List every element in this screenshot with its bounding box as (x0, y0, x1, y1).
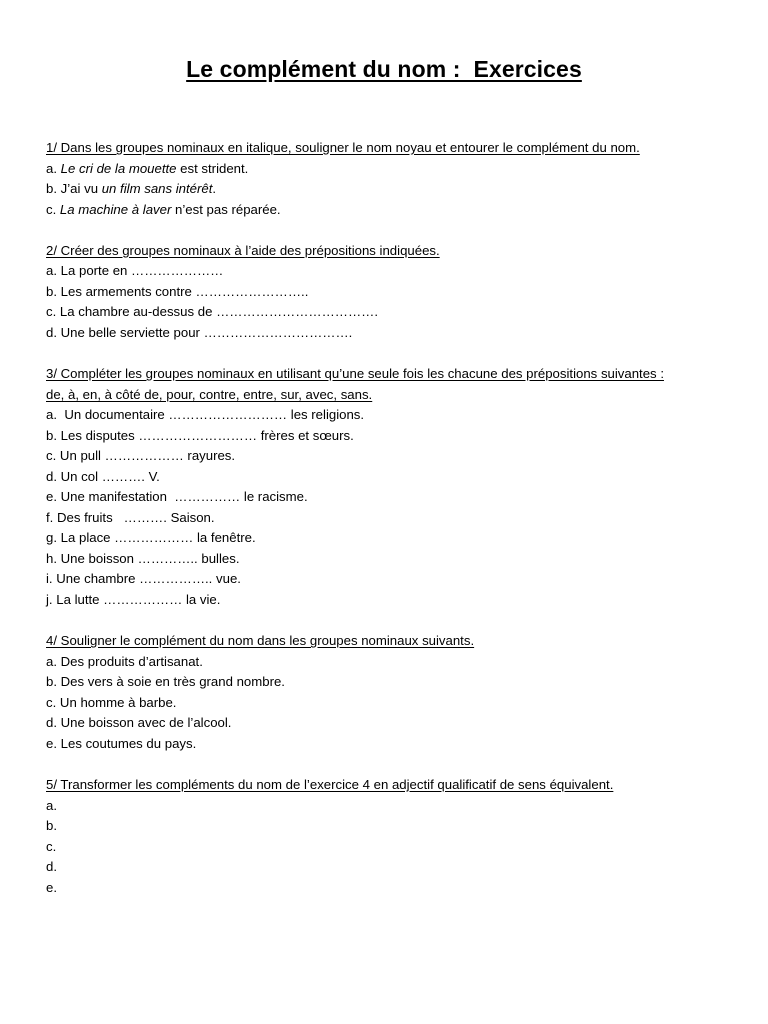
exercise-2-item-a: a. La porte en ………………… (46, 263, 224, 279)
exercise-1-item-b (46, 179, 736, 200)
exercise-3-item-b: b. Les disputes ……………………… frères et sœurs. (46, 427, 354, 443)
exercise-5-item-a: a. (46, 797, 57, 813)
exercise-3-item-e: e. Une manifestation …………… le racisme. (46, 489, 308, 505)
exercise-5-item-b: b. (46, 818, 57, 834)
exercise-3-item-h: h. Une boisson ………….. bulles. (46, 550, 240, 566)
spacer (46, 611, 736, 632)
exercise-5-instruction: 5/ Transformer les compléments du nom de l’exercice 4 en adjectif qualificatif de sens équivalent. (46, 776, 614, 792)
exercise-4 (46, 631, 736, 754)
spacer (46, 343, 736, 364)
exercise-4-item-a: a. Des produits d’artisanat. (46, 653, 203, 669)
exercise-5-item-e: e. (46, 879, 57, 895)
exercise-3-item-d: d. Un col ………. V. (46, 468, 160, 484)
item-prefix: a. (46, 160, 61, 176)
italic-noun-group: La machine à laver (59, 201, 172, 217)
exercise-4-item-b: b. Des vers à soie en très grand nombre. (46, 674, 285, 690)
exercise-2 (46, 241, 736, 344)
exercise-3-item-i: i. Une chambre …………….. vue. (46, 571, 241, 587)
italic-noun-group: Le cri de la mouette (60, 160, 177, 176)
item-rest: . (212, 181, 217, 197)
exercise-3-instruction: 3/ Compléter les groupes nominaux en utilisant qu’une seule fois les chacune des prépositions suivantes : (46, 366, 664, 382)
exercise-1-instruction: 1/ Dans les groupes nominaux en italique, souligner le nom noyau et entourer le complément du nom. (46, 140, 640, 155)
exercise-4-instruction: 4/ Souligner le complément du nom dans les groupes nominaux suivants. (46, 633, 475, 649)
exercise-4-item-e: e. Les coutumes du pays. (46, 735, 197, 751)
item-rest: n’est pas réparée. (171, 201, 281, 217)
exercise-4-item-d: d. Une boisson avec de l’alcool. (46, 715, 232, 731)
exercise-2-item-d: d. Une belle serviette pour ……………………………. (46, 324, 353, 340)
exercise-3-item-g: g. La place ……………… la fenêtre. (46, 530, 256, 546)
item-prefix: b. J’ai vu (46, 181, 102, 197)
exercise-5-item-c: c. (46, 838, 57, 854)
exercise-5 (46, 775, 736, 898)
exercise-4-item-c: c. Un homme à barbe. (46, 694, 177, 710)
exercise-2-item-c: c. La chambre au-dessus de ………………………………. (46, 304, 378, 320)
exercise-3-item-j: j. La lutte ……………… la vie. (46, 592, 221, 608)
item-prefix: c. (46, 201, 60, 217)
exercise-3-item-a: a. Un documentaire ……………………… les religions. (46, 407, 365, 423)
spacer (46, 754, 736, 775)
spacer (46, 220, 736, 241)
exercise-1 (46, 138, 736, 220)
exercise-2-item-b: b. Les armements contre …………………….. (46, 283, 309, 299)
exercise-3-item-c: c. Un pull ……………… rayures. (46, 448, 236, 464)
exercise-1-item-a (46, 159, 736, 180)
exercises (46, 138, 736, 898)
exercise-5-item-d: d. (46, 859, 57, 875)
exercise-3 (46, 364, 736, 611)
exercise-2-instruction: 2/ Créer des groupes nominaux à l’aide des prépositions indiquées. (46, 242, 440, 258)
exercise-3-item-f: f. Des fruits ………. Saison. (46, 509, 215, 525)
item-rest: est strident. (176, 160, 249, 176)
exercise-3-prepositions: de, à, en, à côté de, pour, contre, entre, sur, avec, sans. (46, 386, 373, 402)
italic-noun-group: un film sans intérêt (101, 181, 213, 197)
page-title: Le complément du nom : Exercices (186, 56, 582, 82)
exercise-1-item-c (46, 200, 736, 221)
